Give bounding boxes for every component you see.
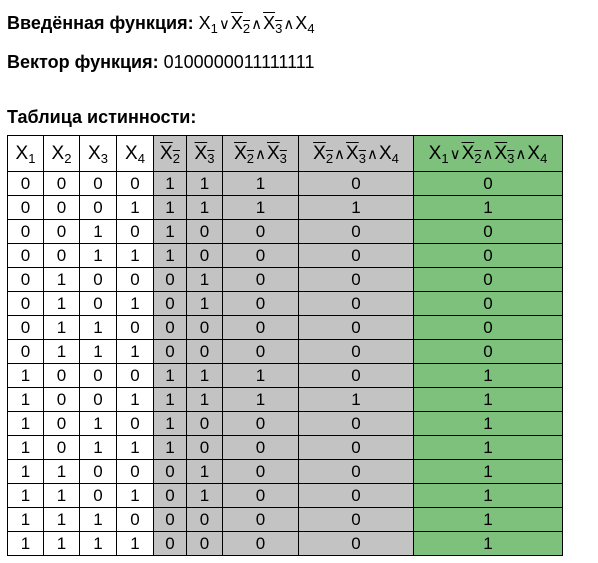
cell-result: 1 bbox=[414, 364, 563, 388]
header-not-x2-and-not-x3-and-x4: $X_2\wedge X_3\wedge X_4$ bbox=[299, 136, 414, 172]
cell-x2: 1 bbox=[44, 532, 80, 556]
cell-x2: 0 bbox=[44, 436, 80, 460]
cell-x3: 0 bbox=[80, 364, 117, 388]
table-title-line bbox=[7, 107, 196, 128]
cell-result: 0 bbox=[414, 316, 563, 340]
cell-result: 1 bbox=[414, 484, 563, 508]
cell-x2: 1 bbox=[44, 508, 80, 532]
table-row bbox=[8, 412, 563, 436]
cell-not-x3: 0 bbox=[187, 436, 223, 460]
cell-x1: 1 bbox=[8, 460, 44, 484]
cell-x4: 0 bbox=[117, 412, 154, 436]
cell-x2: 1 bbox=[44, 484, 80, 508]
cell-not-x2-and-not-x3-and-x4: 0 bbox=[299, 292, 414, 316]
cell-not-x3: 0 bbox=[187, 220, 223, 244]
cell-not-x2-and-not-x3-and-x4: 0 bbox=[299, 436, 414, 460]
cell-not-x2: 1 bbox=[154, 244, 187, 268]
cell-result: 1 bbox=[414, 388, 563, 412]
cell-x2: 1 bbox=[44, 316, 80, 340]
table-row bbox=[8, 196, 563, 220]
cell-x1: 1 bbox=[8, 388, 44, 412]
cell-x1: 1 bbox=[8, 412, 44, 436]
cell-not-x3: 0 bbox=[187, 340, 223, 364]
cell-x1: 1 bbox=[8, 436, 44, 460]
cell-x4: 0 bbox=[117, 364, 154, 388]
truth-table-body bbox=[8, 172, 563, 556]
cell-result: 1 bbox=[414, 508, 563, 532]
cell-x3: 1 bbox=[80, 508, 117, 532]
cell-not-x2: 0 bbox=[154, 268, 187, 292]
header-not-x2: $X_2$ bbox=[154, 136, 187, 172]
cell-not-x2-and-not-x3: 0 bbox=[223, 340, 299, 364]
table-row bbox=[8, 484, 563, 508]
table-row bbox=[8, 532, 563, 556]
cell-x2: 0 bbox=[44, 220, 80, 244]
cell-not-x3: 1 bbox=[187, 196, 223, 220]
table-row bbox=[8, 244, 563, 268]
cell-not-x3: 0 bbox=[187, 412, 223, 436]
cell-not-x2: 0 bbox=[154, 508, 187, 532]
cell-result: 0 bbox=[414, 340, 563, 364]
cell-x3: 1 bbox=[80, 412, 117, 436]
cell-not-x3: 0 bbox=[187, 244, 223, 268]
cell-not-x2-and-not-x3: 0 bbox=[223, 220, 299, 244]
cell-result: 0 bbox=[414, 292, 563, 316]
cell-not-x3: 1 bbox=[187, 268, 223, 292]
cell-not-x2: 1 bbox=[154, 364, 187, 388]
cell-not-x2-and-not-x3-and-x4: 0 bbox=[299, 244, 414, 268]
cell-x1: 1 bbox=[8, 508, 44, 532]
cell-not-x2-and-not-x3-and-x4: 0 bbox=[299, 364, 414, 388]
cell-not-x2-and-not-x3: 0 bbox=[223, 532, 299, 556]
cell-x1: 0 bbox=[8, 292, 44, 316]
vector-label: Вектор функция: bbox=[7, 52, 159, 72]
cell-x4: 0 bbox=[117, 220, 154, 244]
cell-not-x3: 0 bbox=[187, 316, 223, 340]
cell-not-x2-and-not-x3-and-x4: 0 bbox=[299, 316, 414, 340]
cell-x3: 1 bbox=[80, 532, 117, 556]
cell-result: 0 bbox=[414, 220, 563, 244]
cell-not-x2-and-not-x3: 1 bbox=[223, 196, 299, 220]
cell-not-x2: 1 bbox=[154, 220, 187, 244]
table-row bbox=[8, 292, 563, 316]
cell-result: 1 bbox=[414, 460, 563, 484]
cell-x2: 1 bbox=[44, 292, 80, 316]
cell-x2: 0 bbox=[44, 364, 80, 388]
cell-x3: 0 bbox=[80, 292, 117, 316]
header-x2: $X_2$ bbox=[44, 136, 80, 172]
cell-x4: 1 bbox=[117, 340, 154, 364]
cell-not-x2: 1 bbox=[154, 412, 187, 436]
table-row bbox=[8, 508, 563, 532]
cell-not-x2-and-not-x3: 1 bbox=[223, 364, 299, 388]
cell-result: 0 bbox=[414, 268, 563, 292]
cell-x2: 0 bbox=[44, 412, 80, 436]
header-x3: $X_3$ bbox=[80, 136, 117, 172]
cell-x4: 1 bbox=[117, 388, 154, 412]
cell-x1: 0 bbox=[8, 316, 44, 340]
cell-not-x2: 1 bbox=[154, 172, 187, 196]
cell-x4: 1 bbox=[117, 244, 154, 268]
header-not-x2-and-not-x3: $X_2\wedge X_3$ bbox=[223, 136, 299, 172]
vector-value: 0100000011111111 bbox=[163, 52, 315, 72]
cell-x4: 1 bbox=[117, 436, 154, 460]
table-row bbox=[8, 388, 563, 412]
cell-not-x3: 1 bbox=[187, 388, 223, 412]
cell-not-x2-and-not-x3-and-x4: 0 bbox=[299, 412, 414, 436]
cell-not-x2-and-not-x3: 1 bbox=[223, 388, 299, 412]
cell-x3: 1 bbox=[80, 244, 117, 268]
cell-x4: 1 bbox=[117, 292, 154, 316]
cell-x3: 1 bbox=[80, 220, 117, 244]
cell-not-x2-and-not-x3: 0 bbox=[223, 436, 299, 460]
cell-x3: 1 bbox=[80, 316, 117, 340]
cell-x1: 0 bbox=[8, 196, 44, 220]
cell-not-x2: 0 bbox=[154, 316, 187, 340]
entered-function-label: Введённая функция: bbox=[7, 13, 194, 33]
cell-x2: 1 bbox=[44, 460, 80, 484]
cell-not-x2: 0 bbox=[154, 340, 187, 364]
cell-x1: 0 bbox=[8, 220, 44, 244]
cell-x1: 1 bbox=[8, 532, 44, 556]
cell-not-x3: 1 bbox=[187, 364, 223, 388]
cell-not-x2-and-not-x3-and-x4: 0 bbox=[299, 340, 414, 364]
cell-not-x2-and-not-x3: 0 bbox=[223, 268, 299, 292]
entered-function-line bbox=[7, 13, 315, 34]
cell-x3: 0 bbox=[80, 196, 117, 220]
cell-not-x2-and-not-x3: 0 bbox=[223, 412, 299, 436]
cell-x2: 1 bbox=[44, 268, 80, 292]
cell-x2: 1 bbox=[44, 340, 80, 364]
cell-x3: 1 bbox=[80, 340, 117, 364]
cell-x4: 0 bbox=[117, 268, 154, 292]
cell-result: 1 bbox=[414, 196, 563, 220]
cell-x4: 1 bbox=[117, 484, 154, 508]
cell-not-x2: 1 bbox=[154, 388, 187, 412]
cell-not-x2-and-not-x3: 0 bbox=[223, 508, 299, 532]
cell-x4: 0 bbox=[117, 508, 154, 532]
truth-table-header-row bbox=[8, 136, 563, 172]
vector-line bbox=[7, 52, 314, 73]
cell-x4: 0 bbox=[117, 316, 154, 340]
header-not-x3: $X_3$ bbox=[187, 136, 223, 172]
cell-result: 1 bbox=[414, 412, 563, 436]
cell-not-x2: 0 bbox=[154, 460, 187, 484]
cell-x1: 0 bbox=[8, 268, 44, 292]
cell-not-x3: 1 bbox=[187, 292, 223, 316]
cell-not-x3: 1 bbox=[187, 172, 223, 196]
cell-not-x2-and-not-x3-and-x4: 0 bbox=[299, 172, 414, 196]
cell-not-x2-and-not-x3-and-x4: 1 bbox=[299, 196, 414, 220]
cell-x4: 0 bbox=[117, 460, 154, 484]
cell-not-x2-and-not-x3: 0 bbox=[223, 244, 299, 268]
table-row bbox=[8, 220, 563, 244]
cell-x2: 0 bbox=[44, 172, 80, 196]
cell-not-x2-and-not-x3-and-x4: 0 bbox=[299, 532, 414, 556]
cell-result: 1 bbox=[414, 436, 563, 460]
cell-x3: 1 bbox=[80, 436, 117, 460]
cell-not-x2-and-not-x3-and-x4: 0 bbox=[299, 220, 414, 244]
table-row bbox=[8, 340, 563, 364]
header-result: $X_1\vee X_2\wedge X_3\wedge X_4$ bbox=[414, 136, 563, 172]
header-x1: $X_1$ bbox=[8, 136, 44, 172]
table-row bbox=[8, 268, 563, 292]
cell-x2: 0 bbox=[44, 388, 80, 412]
cell-x1: 1 bbox=[8, 364, 44, 388]
cell-not-x2-and-not-x3: 0 bbox=[223, 316, 299, 340]
cell-not-x2-and-not-x3: 0 bbox=[223, 460, 299, 484]
cell-x3: 0 bbox=[80, 388, 117, 412]
cell-not-x3: 0 bbox=[187, 508, 223, 532]
cell-x2: 0 bbox=[44, 196, 80, 220]
cell-not-x3: 1 bbox=[187, 484, 223, 508]
cell-not-x2-and-not-x3-and-x4: 0 bbox=[299, 508, 414, 532]
cell-not-x2-and-not-x3-and-x4: 0 bbox=[299, 268, 414, 292]
entered-function-formula: $X_1\vee X_2\wedge X_3\wedge X_4$ bbox=[198, 13, 315, 36]
table-row bbox=[8, 364, 563, 388]
cell-not-x2-and-not-x3: 1 bbox=[223, 172, 299, 196]
cell-not-x2: 1 bbox=[154, 196, 187, 220]
cell-x1: 0 bbox=[8, 172, 44, 196]
table-row bbox=[8, 316, 563, 340]
cell-result: 0 bbox=[414, 172, 563, 196]
cell-x4: 1 bbox=[117, 196, 154, 220]
cell-not-x2: 1 bbox=[154, 436, 187, 460]
cell-not-x2-and-not-x3: 0 bbox=[223, 292, 299, 316]
cell-x4: 0 bbox=[117, 172, 154, 196]
cell-result: 1 bbox=[414, 532, 563, 556]
table-row bbox=[8, 460, 563, 484]
cell-not-x2: 0 bbox=[154, 292, 187, 316]
cell-result: 0 bbox=[414, 244, 563, 268]
cell-x2: 0 bbox=[44, 244, 80, 268]
cell-x4: 1 bbox=[117, 532, 154, 556]
table-row bbox=[8, 172, 563, 196]
cell-not-x2: 0 bbox=[154, 484, 187, 508]
cell-not-x2-and-not-x3-and-x4: 1 bbox=[299, 388, 414, 412]
cell-not-x3: 1 bbox=[187, 460, 223, 484]
cell-x3: 0 bbox=[80, 460, 117, 484]
cell-not-x2-and-not-x3: 0 bbox=[223, 484, 299, 508]
cell-x1: 1 bbox=[8, 484, 44, 508]
table-row bbox=[8, 436, 563, 460]
table-title: Таблица истинности: bbox=[7, 107, 197, 127]
cell-x3: 0 bbox=[80, 268, 117, 292]
cell-x3: 0 bbox=[80, 172, 117, 196]
cell-not-x2-and-not-x3-and-x4: 0 bbox=[299, 484, 414, 508]
cell-not-x2-and-not-x3-and-x4: 0 bbox=[299, 460, 414, 484]
cell-x3: 0 bbox=[80, 484, 117, 508]
truth-table bbox=[7, 135, 563, 556]
cell-not-x3: 0 bbox=[187, 532, 223, 556]
cell-x1: 0 bbox=[8, 244, 44, 268]
header-x4: $X_4$ bbox=[117, 136, 154, 172]
cell-not-x2: 0 bbox=[154, 532, 187, 556]
cell-x1: 0 bbox=[8, 340, 44, 364]
